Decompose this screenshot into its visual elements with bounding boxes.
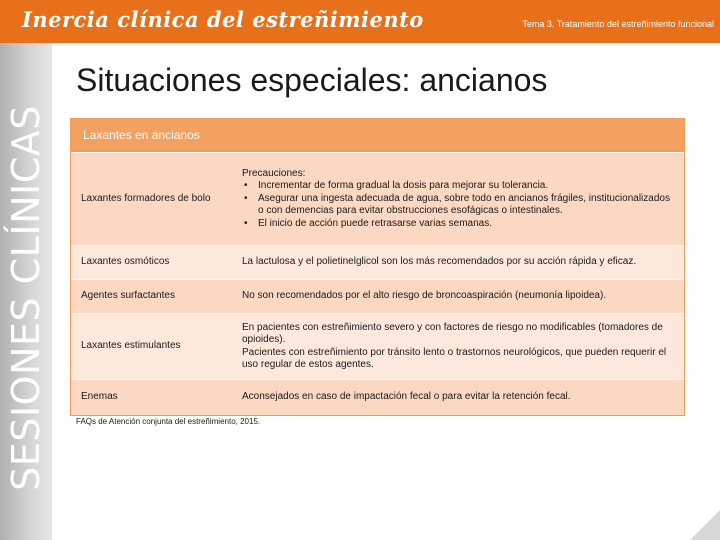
description-line: En pacientes con estreñimiento severo y con factores de riesgo no modificables (tomadores de opioides). bbox=[242, 321, 663, 345]
row-name: Laxantes formadores de bolo bbox=[81, 192, 211, 204]
topic-label: Tema 3. Tratamiento del estreñimiento funcional bbox=[522, 19, 714, 29]
row-description bbox=[236, 165, 684, 234]
list-item: • El inicio de acción puede retrasarse varias semanas. bbox=[242, 218, 678, 231]
row-description bbox=[236, 319, 684, 375]
laxatives-table bbox=[70, 118, 685, 416]
page-title: Situaciones especiales: ancianos bbox=[76, 62, 548, 98]
list-item: • Incrementar de forma gradual la dosis para mejorar su tolerancia. bbox=[242, 180, 678, 193]
corner-fold bbox=[690, 510, 720, 540]
row-name: Agentes surfactantes bbox=[81, 290, 175, 302]
row-description: La lactulosa y el polietinelglicol son los más recomendados por su acción rápida y eficaz. bbox=[242, 256, 637, 268]
row-name: Laxantes osmóticos bbox=[81, 256, 170, 268]
table-row bbox=[71, 152, 684, 245]
row-description: No son recomendados por el alto riesgo de broncoaspiración (neumonía lipoidea). bbox=[242, 290, 607, 302]
side-band bbox=[0, 43, 52, 540]
side-label: SESIONES CLÍNICAS bbox=[4, 105, 48, 491]
table-row bbox=[71, 379, 684, 415]
header-bar bbox=[0, 0, 720, 43]
table-row bbox=[71, 245, 684, 279]
source-note: FAQs de Atención conjunta del estreñimiento, 2015. bbox=[76, 417, 261, 426]
precautions-list bbox=[242, 180, 678, 230]
row-name: Laxantes estimulantes bbox=[81, 340, 181, 352]
brand-title: Inercia clínica del estreñimiento bbox=[22, 7, 424, 32]
table-header: Laxantes en ancianos bbox=[71, 119, 684, 152]
row-description: Aconsejados en caso de impactación fecal o para evitar la retención fecal. bbox=[242, 391, 571, 403]
row-name: Enemas bbox=[81, 391, 118, 403]
table-row bbox=[71, 313, 684, 379]
list-item: • Asegurar una ingesta adecuada de agua, sobre todo en ancianos frágiles, institucionalizados o con demencias para evitar obstrucciones esofágicas o intestinales. bbox=[242, 193, 678, 218]
description-line: Pacientes con estreñimiento por tránsito lento o trastornos neurológicos, que pueden requerir el uso regular de estos agentes. bbox=[242, 346, 667, 370]
table-row bbox=[71, 279, 684, 313]
precautions-label: Precauciones: bbox=[242, 167, 306, 179]
